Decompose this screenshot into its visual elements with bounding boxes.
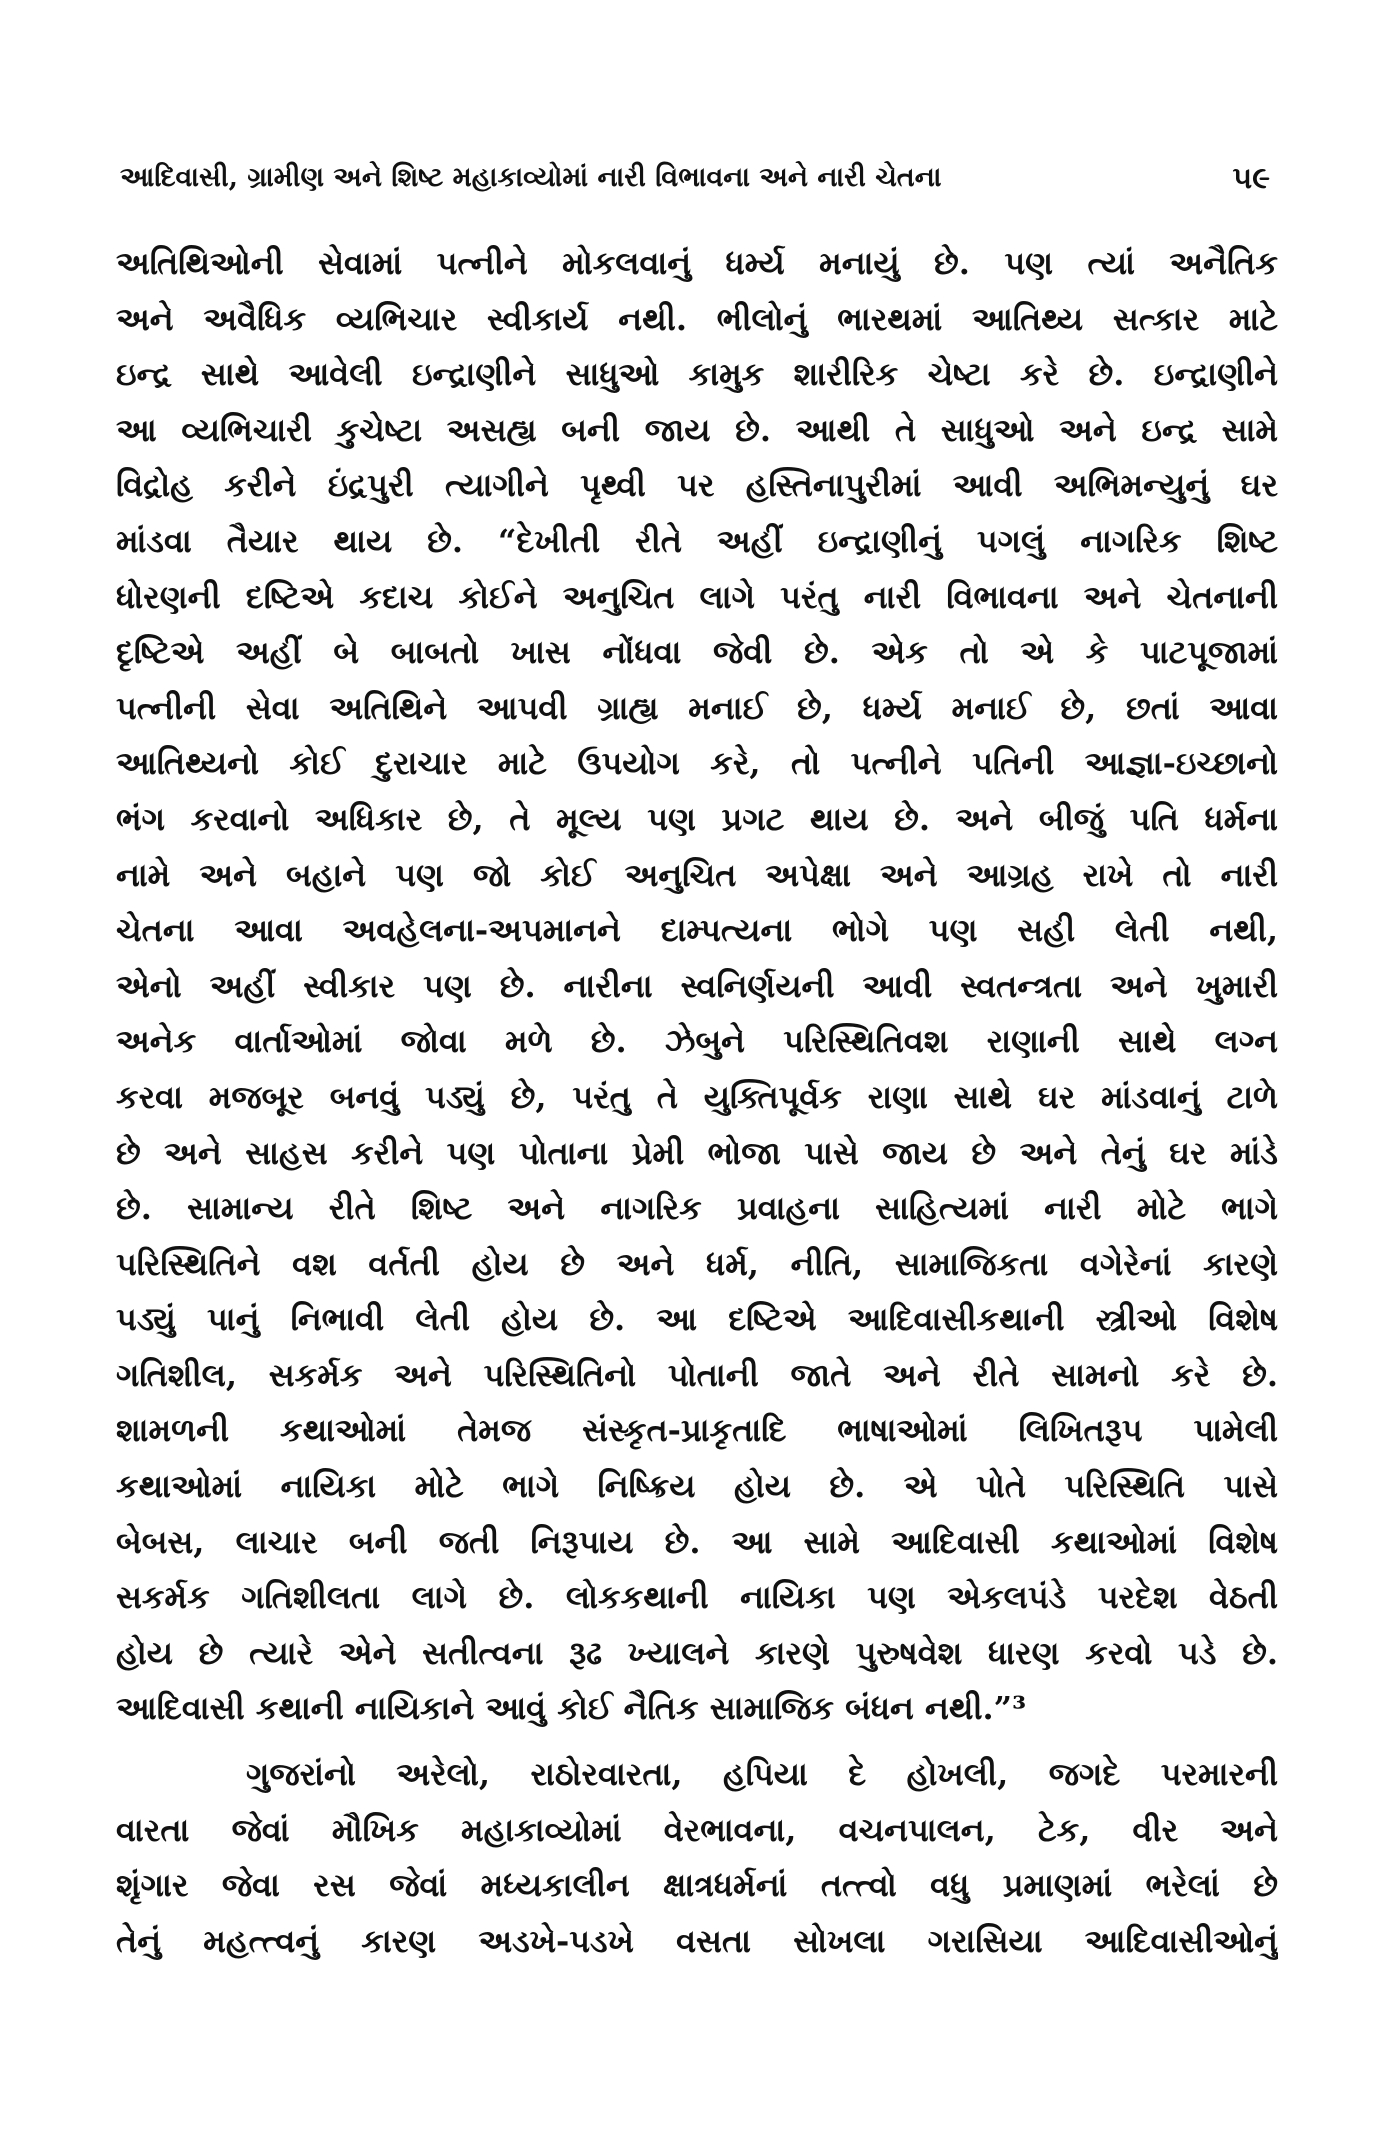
text-line: વારતા જેવાં મૌખિક મહાકાવ્યોમાં વેરભાવના, વચનપાલન, ટેક, વીર અને bbox=[116, 1810, 1278, 1849]
text-line: એનો અહીં સ્વીકાર પણ છે. નારીના સ્વનિર્ણયની આવી સ્વતન્ત્રતા અને ખુમારી bbox=[116, 966, 1278, 1005]
text-line: હોય છે ત્યારે એને સતીત્વના રૂઢ ખ્યાલને કારણે પુરુષવેશ ધારણ કરવો પડે છે. bbox=[116, 1633, 1278, 1672]
paragraph-2 bbox=[116, 1747, 1278, 1969]
text-line: તેનું મહત્ત્વનું કારણ અડખે-પડખે વસતા સોખલા ગરાસિયા આદિવાસીઓનું bbox=[116, 1921, 1278, 1960]
text-line: ઇન્દ્ર સાથે આવેલી ઇન્દ્રાણીને સાધુઓ કામુક શારીરિક ચેષ્ટા કરે છે. ઇન્દ્રાણીને bbox=[116, 355, 1278, 394]
text-line: બેબસ, લાચાર બની જતી નિરૂપાય છે. આ સામે આદિવાસી કથાઓમાં વિશેષ bbox=[116, 1522, 1278, 1561]
body-text bbox=[116, 236, 1278, 1969]
text-line: ગુજરાંનો અરેલો, રાઠોરવારતા, હપિયા દે હોખલી, જગદે પરમારની bbox=[246, 1755, 1278, 1794]
text-line: અનેક વાર્તાઓમાં જોવા મળે છે. ઝેબુને પરિસ્થિતિવશ રાણાની સાથે લગ્ન bbox=[116, 1022, 1278, 1061]
text-line: કથાઓમાં નાયિકા મોટે ભાગે નિષ્ક્રિય હોય છે. એ પોતે પરિસ્થિતિ પાસે bbox=[116, 1467, 1278, 1506]
text-line: આદિવાસી કથાની નાયિકાને આવું કોઈ નૈતિક સામાજિક બંધન નથી.”³ bbox=[116, 1689, 1027, 1728]
text-line: અતિથિઓની સેવામાં પત્નીને મોકલવાનું ધર્મ્ય મનાયું છે. પણ ત્યાં અનૈતિક bbox=[116, 244, 1278, 282]
text-line: ગતિશીલ, સકર્મક અને પરિસ્થિતિનો પોતાની જાતે અને રીતે સામનો કરે છે. bbox=[116, 1355, 1278, 1394]
paragraph-spacer bbox=[116, 1737, 1278, 1747]
text-line: છે અને સાહસ કરીને પણ પોતાના પ્રેમી ભોજા પાસે જાય છે અને તેનું ઘર માંડે bbox=[116, 1133, 1278, 1172]
text-line: અને અવૈધિક વ્યભિચાર સ્વીકાર્ય નથી. ભીલોનું ભારથમાં આતિથ્ય સત્કાર માટે bbox=[116, 299, 1278, 338]
text-line: વિદ્રોહ કરીને ઇંદ્રપુરી ત્યાગીને પૃથ્વી પર હસ્તિનાપુરીમાં આવી અભિમન્યુનું ઘર bbox=[116, 466, 1278, 505]
text-line: દૃષ્ટિએ અહીં બે બાબતો ખાસ નોંધવા જેવી છે. એક તો એ કે પાટપૂજામાં bbox=[116, 633, 1278, 672]
running-title: આદિવાસી, ગ્રામીણ અને શિષ્ટ મહાકાવ્યોમાં નારી વિભાવના અને નારી ચેતના bbox=[120, 162, 942, 193]
text-line: કરવા મજબૂર બનવું પડ્યું છે, પરંતુ તે યુક્તિપૂર્વક રાણા સાથે ઘર માંડવાનું ટાળે bbox=[116, 1077, 1278, 1116]
text-line: છે. સામાન્ય રીતે શિષ્ટ અને નાગરિક પ્રવાહના સાહિત્યમાં નારી મોટે ભાગે bbox=[116, 1189, 1278, 1228]
text-line: ધોરણની દષ્ટિએ કદાચ કોઈને અનુચિત લાગે પરંતુ નારી વિભાવના અને ચેતનાની bbox=[116, 577, 1278, 616]
paragraph-1 bbox=[116, 236, 1278, 1737]
running-header bbox=[120, 150, 1270, 206]
text-line: નામે અને બહાને પણ જો કોઈ અનુચિત અપેક્ષા અને આગ્રહ રાખે તો નારી bbox=[116, 855, 1278, 894]
text-line: આ વ્યભિચારી કુચેષ્ટા અસહ્ય બની જાય છે. આથી તે સાધુઓ અને ઇન્દ્ર સામે bbox=[116, 410, 1278, 449]
text-line: શૃંગાર જેવા રસ જેવાં મધ્યકાલીન ક્ષાત્રધર્મનાં તત્ત્વો વધુ પ્રમાણમાં ભરેલાં છે bbox=[116, 1866, 1278, 1905]
text-line: પત્નીની સેવા અતિથિને આપવી ગ્રાહ્ય મનાઈ છે, ધર્મ્ય મનાઈ છે, છતાં આવા bbox=[116, 688, 1278, 727]
text-line: પરિસ્થિતિને વશ વર્તતી હોય છે અને ધર્મ, નીતિ, સામાજિકતા વગેરેનાં કારણે bbox=[116, 1244, 1278, 1283]
text-line: સકર્મક ગતિશીલતા લાગે છે. લોકકથાની નાયિકા પણ એકલપંડે પરદેશ વેઠતી bbox=[116, 1578, 1278, 1617]
text-line: માંડવા તૈયાર થાય છે. “દેખીતી રીતે અહીં ઇન્દ્રાણીનું પગલું નાગરિક શિષ્ટ bbox=[116, 521, 1278, 560]
text-line: પડ્યું પાનું નિભાવી લેતી હોય છે. આ દષ્ટિએ આદિવાસીકથાની સ્ત્રીઓ વિશેષ bbox=[116, 1300, 1278, 1339]
text-line: ચેતના આવા અવહેલના-અપમાનને દામ્પત્યના ભોગે પણ સહી લેતી નથી, bbox=[116, 911, 1278, 950]
page-number: ૫૯ bbox=[1232, 160, 1270, 196]
text-line: ભંગ કરવાનો અધિકાર છે, તે મૂલ્ય પણ પ્રગટ થાય છે. અને બીજું પતિ ધર્મના bbox=[116, 799, 1278, 838]
text-line: શામળની કથાઓમાં તેમજ સંસ્કૃત-પ્રાકૃતાદિ ભાષાઓમાં લિખિતરૂપ પામેલી bbox=[116, 1411, 1278, 1450]
text-line: આતિથ્યનો કોઈ દુરાચાર માટે ઉપયોગ કરે, તો પત્નીને પતિની આજ્ઞા-ઇચ્છાનો bbox=[116, 744, 1278, 783]
